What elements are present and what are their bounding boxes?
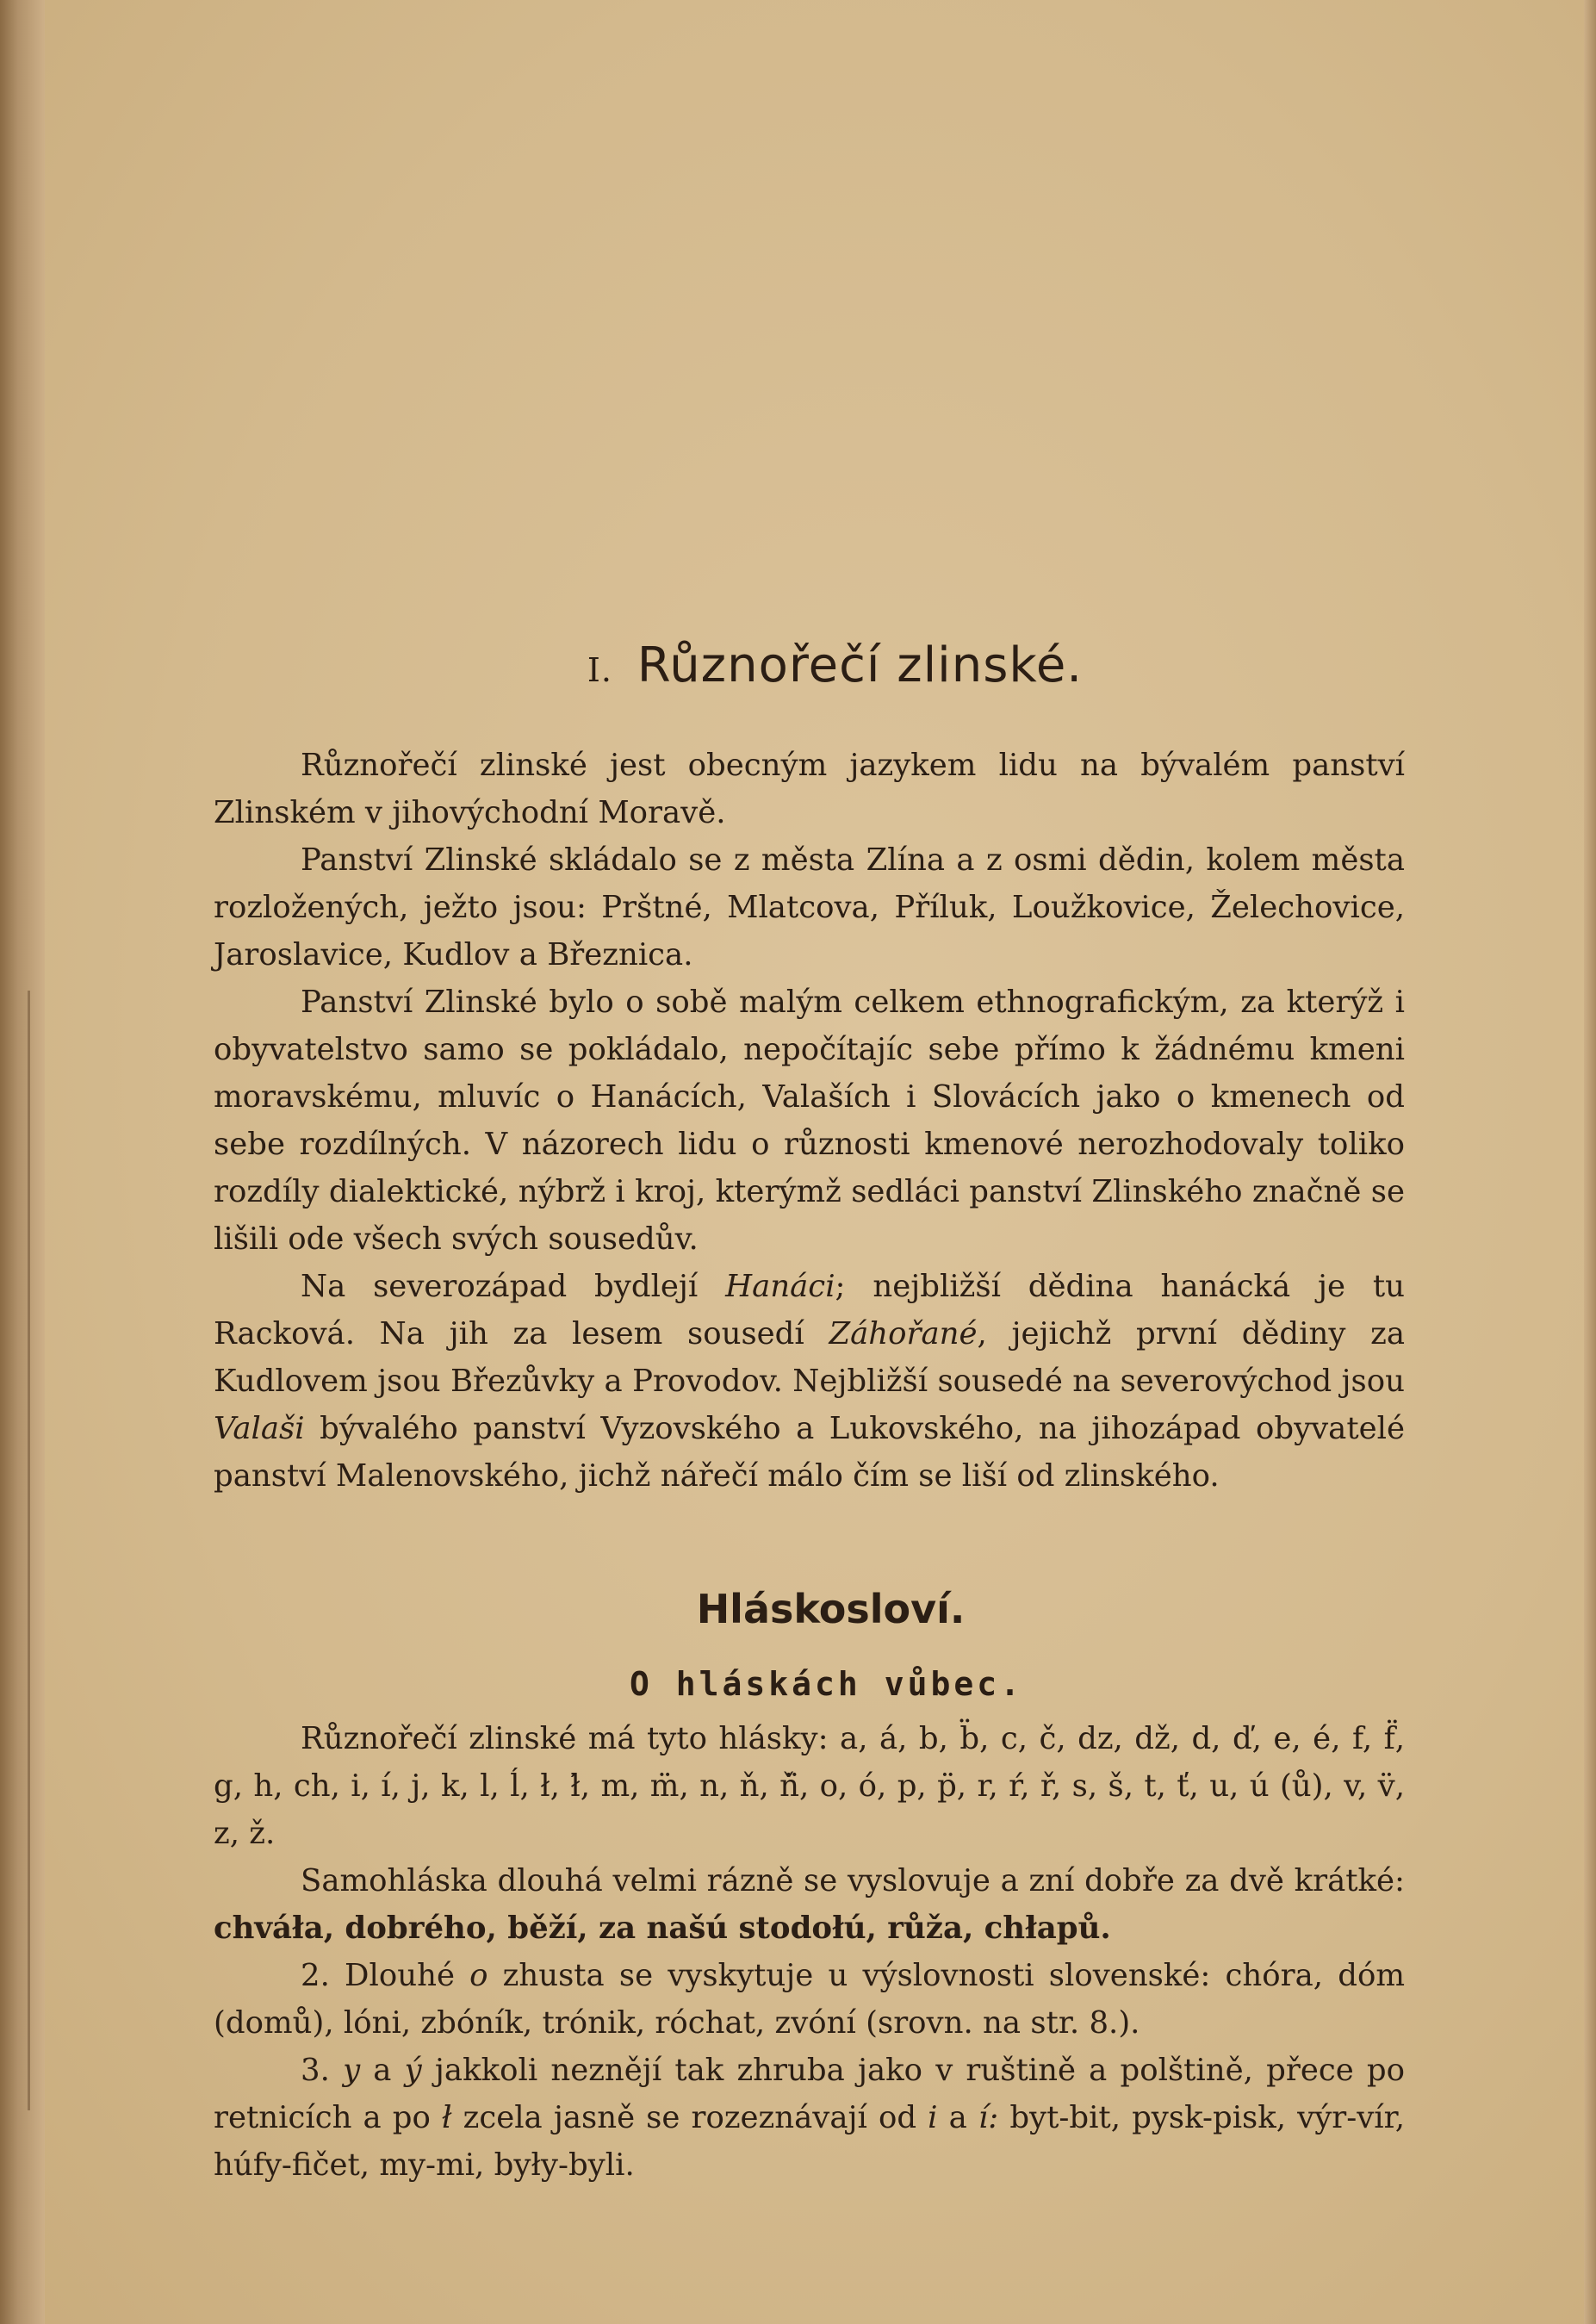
hp4-letter-yy: ý — [404, 2053, 422, 2088]
p4-text-b: ; nejbližší dědina hanácká je tu Racková. Na jih za lesem sousedí — [214, 1269, 1405, 1352]
gutter-binding-line — [28, 991, 30, 2110]
hp4-text-f: byt-bit, pysk-pisk, výr-vír, húfy-fičet, my-mi, były-byli. — [214, 2100, 1405, 2183]
hp3-text-b: zhusta se vyskytuje u výslovnosti slovenské: chóra, dóm (domů), lóni, zbóník, trónik, róchat, zvóní (srovn. na str. 8.). — [214, 1958, 1405, 2041]
intro-paragraph-4 — [214, 1263, 1405, 1500]
hp4-text-e: a — [937, 2100, 978, 2135]
hp2-text-a: Samohláska dlouhá velmi rázně se vyslovuje a zní dobře za dvě krátké: — [301, 1863, 1405, 1898]
section-title: Hláskosloví. — [696, 1586, 966, 1632]
hp4-text-a: 3. — [301, 2053, 344, 2088]
hp3-letter-o: o — [469, 1958, 488, 1993]
hlasky-paragraph-3 — [214, 1952, 1405, 2047]
hp4-letter-l: ł — [442, 2100, 452, 2135]
term-hanaci: Hanáci — [725, 1269, 835, 1304]
intro-paragraph-3: Panství Zlinské bylo o sobě malým celkem ethnografickým, za kterýž i obyvatelstvo samo se pokládalo, nepočítajíc sebe přímo k žádnému kmeni moravskému, mluvíc o Hanácích, Valaších i Slovácích jako o kmenech od sebe rozdílných. V názorech lidu o různosti kmenové nerozhodovaly toliko rozdíly dialektické, nýbrž i kroj, kterýmž sedláci panství Zlinského značně se lišili ode všech svých sousedův. — [214, 985, 1405, 1257]
hlasky-paragraph-4 — [214, 2047, 1405, 2189]
p4-text-a: Na severozápad bydlejí — [301, 1269, 726, 1304]
term-valasi: Valaši — [214, 1411, 305, 1446]
hp4-text-d: zcela jasně se rozeznávají od — [451, 2100, 928, 2135]
chapter-title — [214, 637, 1405, 693]
hlasky-paragraph-2 — [214, 1857, 1405, 1952]
chapter-number: I. — [587, 651, 612, 689]
subsection-title: O hláskách vůbec. — [630, 1665, 1023, 1703]
text-block — [214, 637, 1405, 2189]
chapter-title-text: Různořečí zlinské. — [637, 637, 1084, 693]
hlasky-paragraph-1: Různořečí zlinské má tyto hlásky: a, á, b, b̈, c, č, dz, dž, d, ď, e, é, f, f̈, g, h, ch, i, í, j, k, l, ĺ, ł, ł́, m, m̈, n, ň, ň̈, o, ó, p, p̈, r, ŕ, ř, s, š, t, ť, u, ú (ů), v, v̈, z, ž. — [214, 1721, 1405, 1851]
hp4-letter-ii: í: — [978, 2100, 999, 2135]
page-right-edge — [1584, 0, 1596, 2324]
hp4-letter-i: i — [928, 2100, 938, 2135]
p4-text-d: bývalého panství Vyzovského a Lukovského, na jihozápad obyvatelé panství Malenovského, jichž nářečí málo čím se liší od zlinského. — [214, 1411, 1405, 1494]
hp2-examples: chváła, dobrého, běží, za našú stodołú, růža, chłapů. — [214, 1911, 1111, 1946]
intro-paragraph-2: Panství Zlinské skládalo se z města Zlína a z osmi dědin, kolem města rozložených, ježto jsou: Prštné, Mlatcova, Příluk, Loužkovice, Želechovice, Jaroslavice, Kudlov a Březnica. — [214, 842, 1405, 972]
p4-text-c: , jejichž první dědiny za Kudlovem jsou Březůvky a Provodov. Nejbližší sousedé na severovýchod jsou — [214, 1316, 1405, 1399]
hp4-text-b: a — [360, 2053, 405, 2088]
hp4-text-c: jakkoli neznějí tak zhruba jako v ruštině a polštině, přece po retnicích a po — [214, 2053, 1406, 2135]
hp3-text-a: 2. Dlouhé — [301, 1958, 470, 1993]
term-zahorane: Záhořané — [829, 1316, 978, 1352]
intro-paragraph-1: Různořečí zlinské jest obecným jazykem lidu na bývalém panství Zlinském v jihovýchodní Moravě. — [214, 748, 1405, 830]
page-gutter — [0, 0, 45, 2324]
hp4-letter-y: y — [343, 2053, 361, 2088]
